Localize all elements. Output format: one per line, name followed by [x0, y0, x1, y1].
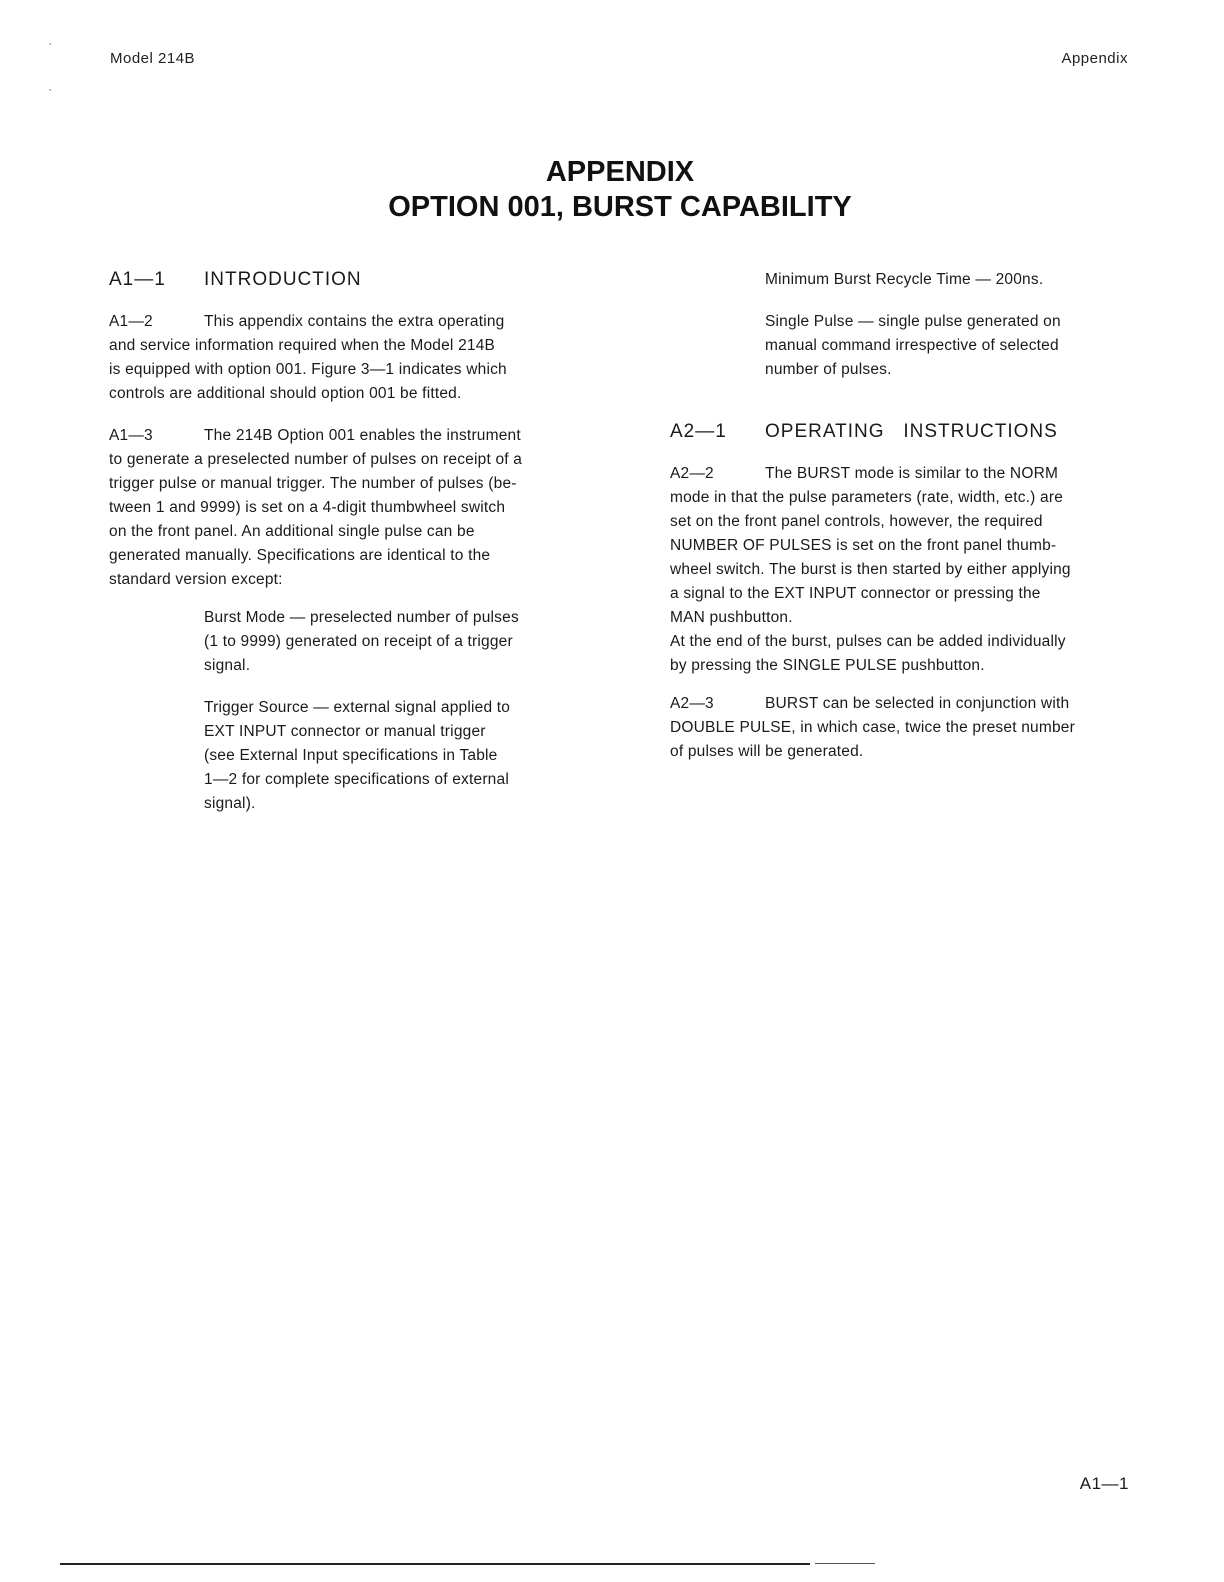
text-line: wheel switch. The burst is then started by either applying: [670, 561, 1071, 578]
left-column: [109, 268, 569, 816]
text-line: DOUBLE PULSE, in which case, twice the preset number: [670, 719, 1075, 736]
text-line: and service information required when the Model 214B: [109, 337, 496, 354]
text-line: a signal to the EXT INPUT connector or pressing the: [670, 585, 1041, 602]
header-model: Model 214B: [110, 50, 196, 67]
paragraph-a1-3: [109, 424, 569, 592]
section-number: A1—1: [109, 269, 166, 290]
header-section: Appendix: [1061, 50, 1128, 67]
text-line: Burst Mode — preselected number of pulses: [204, 609, 519, 626]
paragraph-number: A2—3: [670, 695, 714, 712]
text-line: tween 1 and 9999) is set on a 4-digit thumbwheel switch: [109, 499, 506, 516]
text-line: 1—2 for complete specifications of external: [204, 771, 509, 788]
section-heading-introduction: [109, 268, 569, 292]
text-line: EXT INPUT connector or manual trigger: [204, 723, 486, 740]
page-title: APPENDIX: [545, 156, 695, 188]
text-line: by pressing the SINGLE PULSE pushbutton.: [670, 657, 985, 674]
text-line: standard version except:: [109, 571, 283, 588]
section-heading-operating-instructions: [670, 420, 1130, 444]
text-line: This appendix contains the extra operating: [204, 313, 505, 330]
text-line: trigger pulse or manual trigger. The number of pulses (be-: [109, 475, 517, 492]
paragraph-a2-2: [670, 462, 1130, 678]
text-line: signal).: [204, 795, 256, 812]
text-line: At the end of the burst, pulses can be added individually: [670, 633, 1066, 650]
paragraph-number: A1—2: [109, 313, 153, 330]
text-line: The BURST mode is similar to the NORM: [765, 465, 1059, 482]
spec-recycle-time: [765, 268, 1130, 292]
text-line: number of pulses.: [765, 361, 892, 378]
right-column: [670, 268, 1130, 764]
scan-mark: ·: [48, 82, 52, 96]
text-line: Trigger Source — external signal applied to: [204, 699, 511, 716]
text-line: MAN pushbutton.: [670, 609, 793, 626]
paragraph-number: A2—2: [670, 465, 714, 482]
text-line: set on the front panel controls, however, the required: [670, 513, 1043, 530]
text-line: to generate a preselected number of pulses on receipt of a: [109, 451, 523, 468]
text-line: Minimum Burst Recycle Time — 200ns.: [765, 271, 1044, 288]
spec-burst-mode: [204, 606, 569, 678]
text-line: Single Pulse — single pulse generated on: [765, 313, 1061, 330]
text-line: controls are additional should option 001 be fitted.: [109, 385, 462, 402]
text-line: (see External Input specifications in Table: [204, 747, 498, 764]
spec-trigger-source: [204, 696, 569, 816]
paragraph-a1-2: [109, 310, 569, 406]
spec-single-pulse: [765, 310, 1130, 382]
text-line: signal.: [204, 657, 251, 674]
scan-mark: ·: [48, 36, 52, 50]
section-title: INTRODUCTION: [204, 269, 362, 290]
section-number: A2—1: [670, 421, 727, 442]
section-title: OPERATING INSTRUCTIONS: [765, 421, 1058, 442]
text-line: manual command irrespective of selected: [765, 337, 1059, 354]
text-line: is equipped with option 001. Figure 3—1 indicates which: [109, 361, 507, 378]
text-line: on the front panel. An additional single pulse can be: [109, 523, 475, 540]
text-line: BURST can be selected in conjunction with: [765, 695, 1070, 712]
bottom-rule-fragment: [815, 1563, 875, 1564]
page-number: A1—1: [1079, 1474, 1129, 1493]
text-line: mode in that the pulse parameters (rate, width, etc.) are: [670, 489, 1064, 506]
page-subtitle: OPTION 001, BURST CAPABILITY: [388, 191, 852, 223]
text-line: (1 to 9999) generated on receipt of a trigger: [204, 633, 513, 650]
text-line: of pulses will be generated.: [670, 743, 864, 760]
bottom-rule: [60, 1563, 810, 1565]
text-line: generated manually. Specifications are identical to the: [109, 547, 491, 564]
text-line: NUMBER OF PULSES is set on the front panel thumb-: [670, 537, 1057, 554]
paragraph-number: A1—3: [109, 427, 153, 444]
paragraph-a2-3: [670, 692, 1130, 764]
text-line: The 214B Option 001 enables the instrument: [204, 427, 521, 444]
